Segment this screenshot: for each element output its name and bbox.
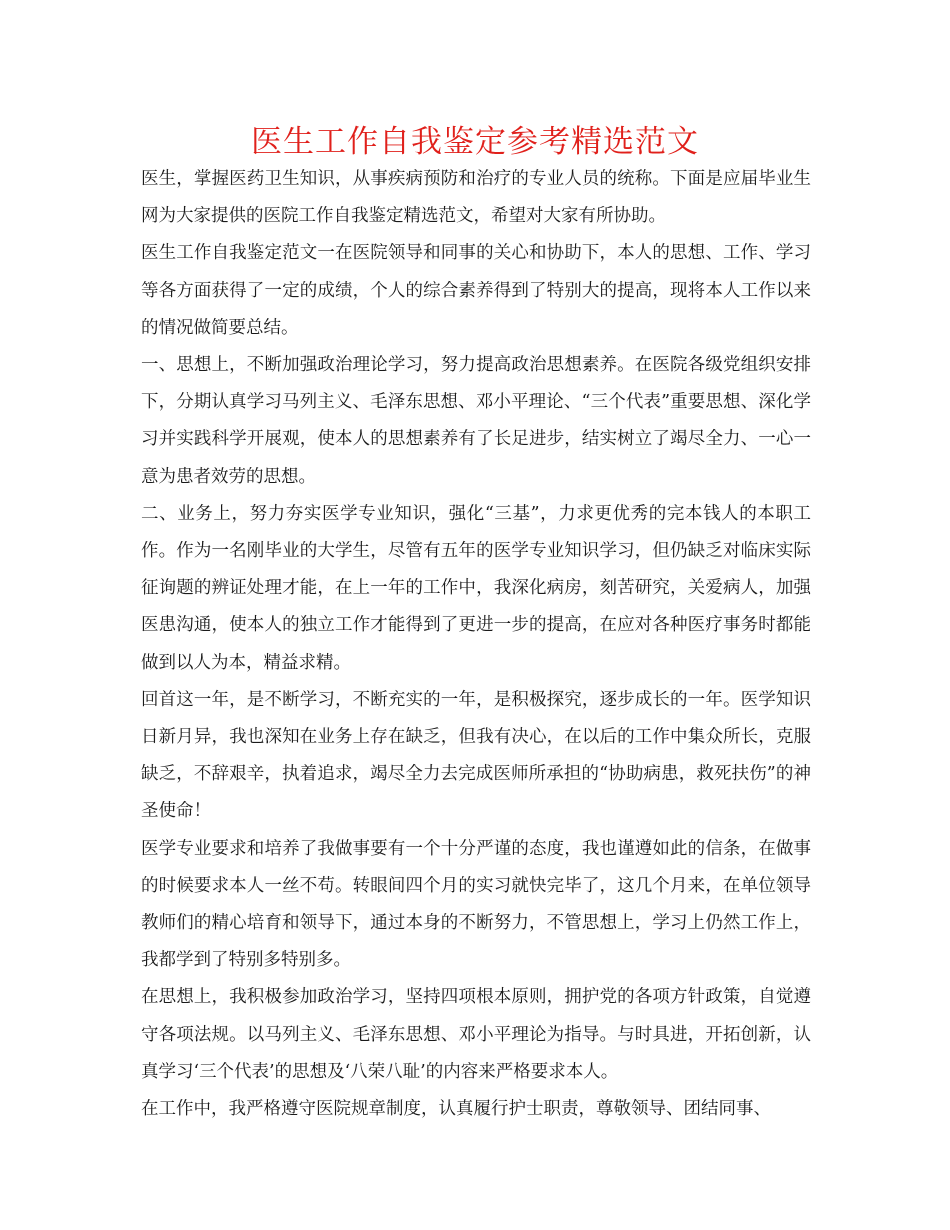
document-title: 医生工作自我鉴定参考精选范文 [251,124,699,160]
paragraph-6: 在思想上，我积极参加政治学习，坚持四项根本原则，拥护党的各项方针政策，自觉遵守各项法规。以马列主义、毛泽东思想、邓小平理论为指导。与时具进，开拓创新，认真学习‘三个代表’的思想及‘八荣八耻’的内容来严格要求本人。 [141,987,811,1082]
paragraph-3: 二、业务上，努力夯实医学专业知识，强化“三基”，力求更优秀的完本钱人的本职工作。作为一名刚毕业的大学生，尽管有五年的医学专业知识学习，但仍缺乏对临床实际征询题的辨证处理才能，在上一年的工作中，我深化病房，刻苦研究，关爱病人，加强医患沟通，使本人的独立工作才能得到了更进一步的提高，在应对各种医疗事务时都能做到以人为本，精益求精。 [141,503,811,673]
document-body [141,161,811,1128]
paragraph-4: 回首这一年，是不断学习，不断充实的一年，是积极探究，逐步成长的一年。医学知识日新月异，我也深知在业务上存在缺乏，但我有决心，在以后的工作中集众所长，克服缺乏，不辞艰辛，执着追求，竭尽全力去完成医师所承担的“协助病患，救死扶伤”的神圣使命！ [141,689,811,822]
paragraph-2: 一、思想上，不断加强政治理论学习，努力提高政治思想素养。在医院各级党组织安排下，分期认真学习马列主义、毛泽东思想、邓小平理论、“三个代表”重要思想、深化学习并实践科学开展观，使本人的思想素养有了长足进步，结实树立了竭尽全力、一心一意为患者效劳的思想。 [141,355,811,487]
paragraph-1: 医生工作自我鉴定范文一在医院领导和同事的关心和协助下，本人的思想、工作、学习等各方面获得了一定的成绩，个人的综合素养得到了特别大的提高，现将本人工作以来的情况做简要总结。 [141,243,811,338]
paragraph-7: 在工作中，我严格遵守医院规章制度，认真履行护士职责，尊敬领导、团结同事、 [141,1099,771,1120]
paragraph-5: 医学专业要求和培养了我做事要有一个十分严谨的态度，我也谨遵如此的信条，在做事的时候要求本人一丝不苟。转眼间四个月的实习就快完毕了，这几个月来，在单位领导教师们的精心培育和领导下，通过本身的不断努力，不管思想上，学习上仍然工作上，我都学到了特别多特别多。 [141,838,811,971]
paragraph-intro: 医生，掌握医药卫生知识，从事疾病预防和治疗的专业人员的统称。下面是应届毕业生网为大家提供的医院工作自我鉴定精选范文，希望对大家有所协助。 [141,169,811,227]
